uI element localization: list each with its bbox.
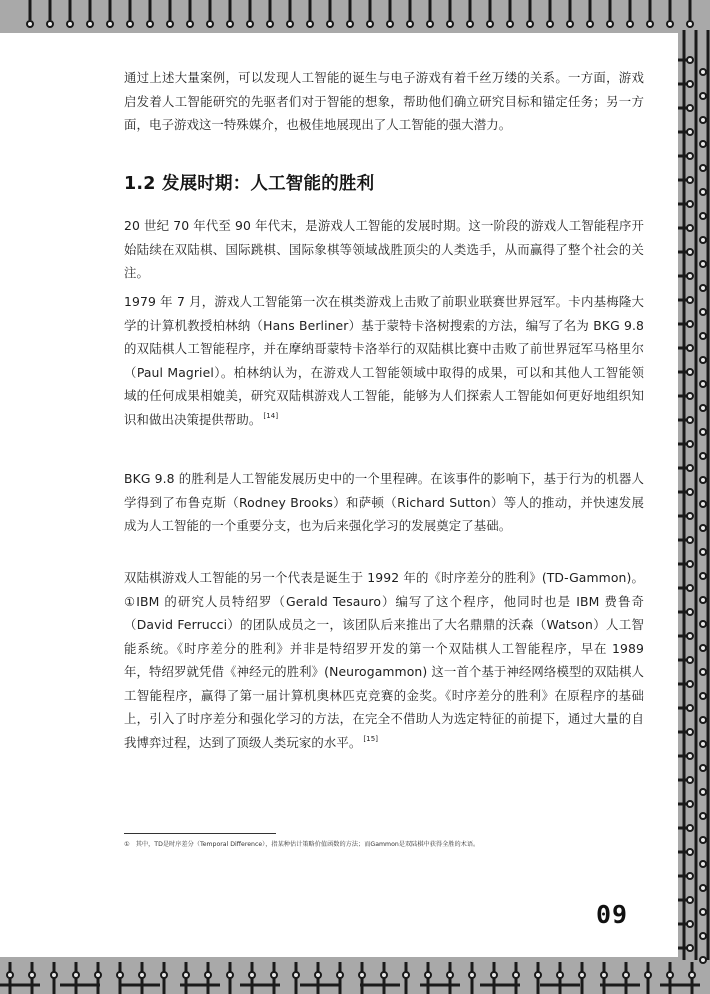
circuit-pad	[700, 309, 706, 315]
circuit-pad	[700, 693, 706, 699]
circuit-pad	[567, 21, 573, 27]
circuit-pad	[227, 21, 233, 27]
circuit-pad	[700, 429, 706, 435]
circuit-pad	[95, 972, 101, 978]
circuit-pad	[687, 873, 693, 879]
circuit-pad	[469, 972, 475, 978]
circuit-pad	[687, 921, 693, 927]
paragraph-intro: 通过上述大量案例，可以发现人工智能的诞生与电子游戏有着千丝万缕的关系。一方面，游戏启发着人工智能研究的先驱者们对于智能的想象，帮助他们确立研究目标和锚定任务；另一方面，电子游戏这一特殊媒介，也极佳地展现出了人工智能的强大潜力。	[124, 70, 644, 132]
circuit-pad	[183, 972, 189, 978]
circuit-pad	[187, 21, 193, 27]
circuit-pad	[700, 237, 706, 243]
circuit-pad	[700, 165, 706, 171]
circuit-pad	[687, 321, 693, 327]
circuit-pad	[687, 753, 693, 759]
circuit-pad	[687, 345, 693, 351]
circuit-pad	[73, 972, 79, 978]
circuit-pad	[700, 189, 706, 195]
circuit-pad	[687, 825, 693, 831]
circuit-pad	[687, 537, 693, 543]
circuit-pad	[407, 21, 413, 27]
circuit-pad	[700, 333, 706, 339]
citation-14[interactable]: [14]	[263, 412, 279, 421]
circuit-pad	[687, 129, 693, 135]
circuit-pad	[700, 669, 706, 675]
circuit-pad	[687, 249, 693, 255]
footnote-divider	[124, 833, 276, 834]
circuit-pad	[687, 57, 693, 63]
circuit-pad	[700, 789, 706, 795]
circuit-pad	[623, 972, 629, 978]
circuit-pad	[29, 972, 35, 978]
circuit-pad	[700, 741, 706, 747]
circuit-pad	[687, 657, 693, 663]
circuit-pad	[247, 21, 253, 27]
circuit-pad	[27, 21, 33, 27]
circuit-pad	[359, 972, 365, 978]
circuit-pad	[687, 297, 693, 303]
circuit-pad	[700, 813, 706, 819]
circuit-pad	[687, 945, 693, 951]
circuit-pad	[687, 21, 693, 27]
circuit-pad	[293, 972, 299, 978]
circuit-pad	[700, 501, 706, 507]
circuit-pad	[47, 21, 53, 27]
circuit-pad	[667, 972, 673, 978]
circuit-pad	[535, 972, 541, 978]
circuit-pad	[127, 21, 133, 27]
circuit-pad	[687, 177, 693, 183]
citation-15[interactable]: [15]	[363, 735, 379, 744]
circuit-pad	[700, 861, 706, 867]
circuit-pad	[687, 849, 693, 855]
circuit-pad	[205, 972, 211, 978]
circuit-pad	[700, 909, 706, 915]
circuit-pad	[700, 549, 706, 555]
circuit-pad	[167, 21, 173, 27]
circuit-pad	[587, 21, 593, 27]
circuit-pad	[700, 69, 706, 75]
circuit-pad	[700, 957, 706, 963]
circuit-pad	[687, 273, 693, 279]
circuit-pad	[645, 972, 651, 978]
circuit-pad	[271, 972, 277, 978]
circuit-pad	[700, 453, 706, 459]
circuit-pad	[687, 777, 693, 783]
circuit-pad	[687, 633, 693, 639]
circuit-pad	[207, 21, 213, 27]
circuit-pad	[607, 21, 613, 27]
circuit-pad	[687, 801, 693, 807]
circuit-pad	[687, 441, 693, 447]
paragraph-bkg-milestone: BKG 9.8 的胜利是人工智能发展历史中的一个里程碑。在该事件的影响下，基于行为的机器人学得到了布鲁克斯（Rodney Brooks）和萨顿（Richard Sutton）等人的推动，并快速发展成为人工智能的一个重要分支，也为后来强化学习的发展奠定了基础。	[124, 471, 644, 533]
circuit-pad	[427, 21, 433, 27]
circuit-pad	[700, 261, 706, 267]
circuit-pad	[601, 972, 607, 978]
circuit-pad	[267, 21, 273, 27]
circuit-pad	[687, 465, 693, 471]
circuit-pad	[557, 972, 563, 978]
page-number: 09	[596, 900, 629, 929]
circuit-pad	[700, 141, 706, 147]
circuit-pad	[227, 972, 233, 978]
circuit-pad	[700, 933, 706, 939]
circuit-pad	[337, 972, 343, 978]
circuit-pad	[117, 972, 123, 978]
circuit-pad	[687, 561, 693, 567]
document-page	[0, 33, 678, 957]
circuit-pad	[447, 21, 453, 27]
circuit-pad	[700, 285, 706, 291]
circuit-pad	[67, 21, 73, 27]
circuit-pad	[579, 972, 585, 978]
circuit-pad	[387, 21, 393, 27]
circuit-pad	[700, 645, 706, 651]
circuit-pad	[687, 81, 693, 87]
circuit-pad	[700, 213, 706, 219]
circuit-pad	[367, 21, 373, 27]
circuit-pad	[700, 837, 706, 843]
circuit-pad	[403, 972, 409, 978]
circuit-pad	[689, 972, 695, 978]
circuit-pad	[700, 357, 706, 363]
circuit-pad	[687, 729, 693, 735]
footnote: ① 其中，TD是时序差分（Temporal Difference），指某种估计策略价值函数的方法；而Gammon是双陆棋中获得全胜的术语。	[124, 841, 480, 848]
circuit-pad	[425, 972, 431, 978]
circuit-pad	[249, 972, 255, 978]
circuit-pad	[527, 21, 533, 27]
circuit-pad	[700, 405, 706, 411]
circuit-pad	[687, 897, 693, 903]
circuit-pad	[467, 21, 473, 27]
circuit-pad	[687, 705, 693, 711]
circuit-pad	[547, 21, 553, 27]
circuit-pad	[687, 513, 693, 519]
paragraph-bkg-1979: 1979 年 7 月，游戏人工智能第一次在棋类游戏上击败了前职业联赛世界冠军。卡内基梅隆大学的计算机教授柏林纳（Hans Berliner）基于蒙特卡洛树搜索的方法，编写了名为 BKG 9.8 的双陆棋人工智能程序，并在摩纳哥蒙特卡洛举行的双陆棋比赛中击败了前世界冠军马格里尔（Paul Magriel）。柏林纳认为，在游戏人工智能领域中取得的成果，可以和其他人工智能领域的任何成果相媲美，研究双陆棋游戏人工智能，能够为人们探索人工智能如何更好地组织知识和做出决策提供帮助。 [14]	[124, 294, 644, 427]
circuit-pad	[347, 21, 353, 27]
circuit-pad	[147, 21, 153, 27]
circuit-pad	[447, 972, 453, 978]
circuit-pad	[687, 585, 693, 591]
circuit-pad	[700, 885, 706, 891]
circuit-pad	[627, 21, 633, 27]
circuit-pad	[700, 573, 706, 579]
circuit-pad	[700, 525, 706, 531]
circuit-pad	[687, 153, 693, 159]
circuit-pad	[307, 21, 313, 27]
circuit-pad	[687, 417, 693, 423]
circuit-pad	[381, 972, 387, 978]
circuit-pad	[7, 972, 13, 978]
circuit-pad	[491, 972, 497, 978]
circuit-pad	[687, 201, 693, 207]
circuit-pad	[700, 621, 706, 627]
section-heading: 1.2 发展时期：人工智能的胜利	[124, 174, 375, 194]
circuit-pad	[647, 21, 653, 27]
circuit-pad	[667, 21, 673, 27]
circuit-pad	[107, 21, 113, 27]
circuit-pad	[87, 21, 93, 27]
circuit-pad	[700, 765, 706, 771]
circuit-pad	[687, 489, 693, 495]
circuit-pad	[687, 681, 693, 687]
circuit-pad	[139, 972, 145, 978]
circuit-pad	[687, 105, 693, 111]
circuit-pad	[315, 972, 321, 978]
circuit-pad	[507, 21, 513, 27]
circuit-pad	[487, 21, 493, 27]
circuit-pad	[513, 972, 519, 978]
paragraph-development-period: 20 世纪 70 年代至 90 年代末，是游戏人工智能的发展时期。这一阶段的游戏人工智能程序开始陆续在双陆棋、国际跳棋、国际象棋等领域战胜顶尖的人类选手，从而赢得了整个社会的关注。	[124, 218, 644, 280]
circuit-pad	[687, 393, 693, 399]
circuit-pad	[51, 972, 57, 978]
circuit-pad	[687, 225, 693, 231]
paragraph-td-gammon: 双陆棋游戏人工智能的另一个代表是诞生于 1992 年的《时序差分的胜利》(TD-Gammon)。①IBM 的研究人员特绍罗（Gerald Tesauro）编写了这个程序，他同时也是 IBM 费鲁奇（David Ferrucci）的团队成员之一，该团队后来推出了大名鼎鼎的沃森（Watson）人工智能系统。《时序差分的胜利》并非是特绍罗开发的第一个双陆棋人工智能程序，早在 1989 年，特绍罗就凭借《神经元的胜利》(Neurogammon) 这一首个基于神经网络模型的双陆棋人工智能程序，赢得了第一届计算机奥林匹克竞赛的金奖。《时序差分的胜利》在原程序的基础上，引入了时序差分和强化学习的方法，在完全不借助人为选定特征的前提下，通过大量的自我博弈过程，达到了顶级人类玩家的水平。 [15]	[124, 570, 644, 750]
circuit-pad	[700, 117, 706, 123]
circuit-pad	[161, 972, 167, 978]
circuit-pad	[700, 597, 706, 603]
circuit-pad	[287, 21, 293, 27]
circuit-pad	[700, 93, 706, 99]
circuit-pad	[700, 477, 706, 483]
circuit-pad	[687, 609, 693, 615]
circuit-pad	[700, 381, 706, 387]
circuit-pad	[327, 21, 333, 27]
circuit-pad	[700, 717, 706, 723]
circuit-pad	[687, 369, 693, 375]
